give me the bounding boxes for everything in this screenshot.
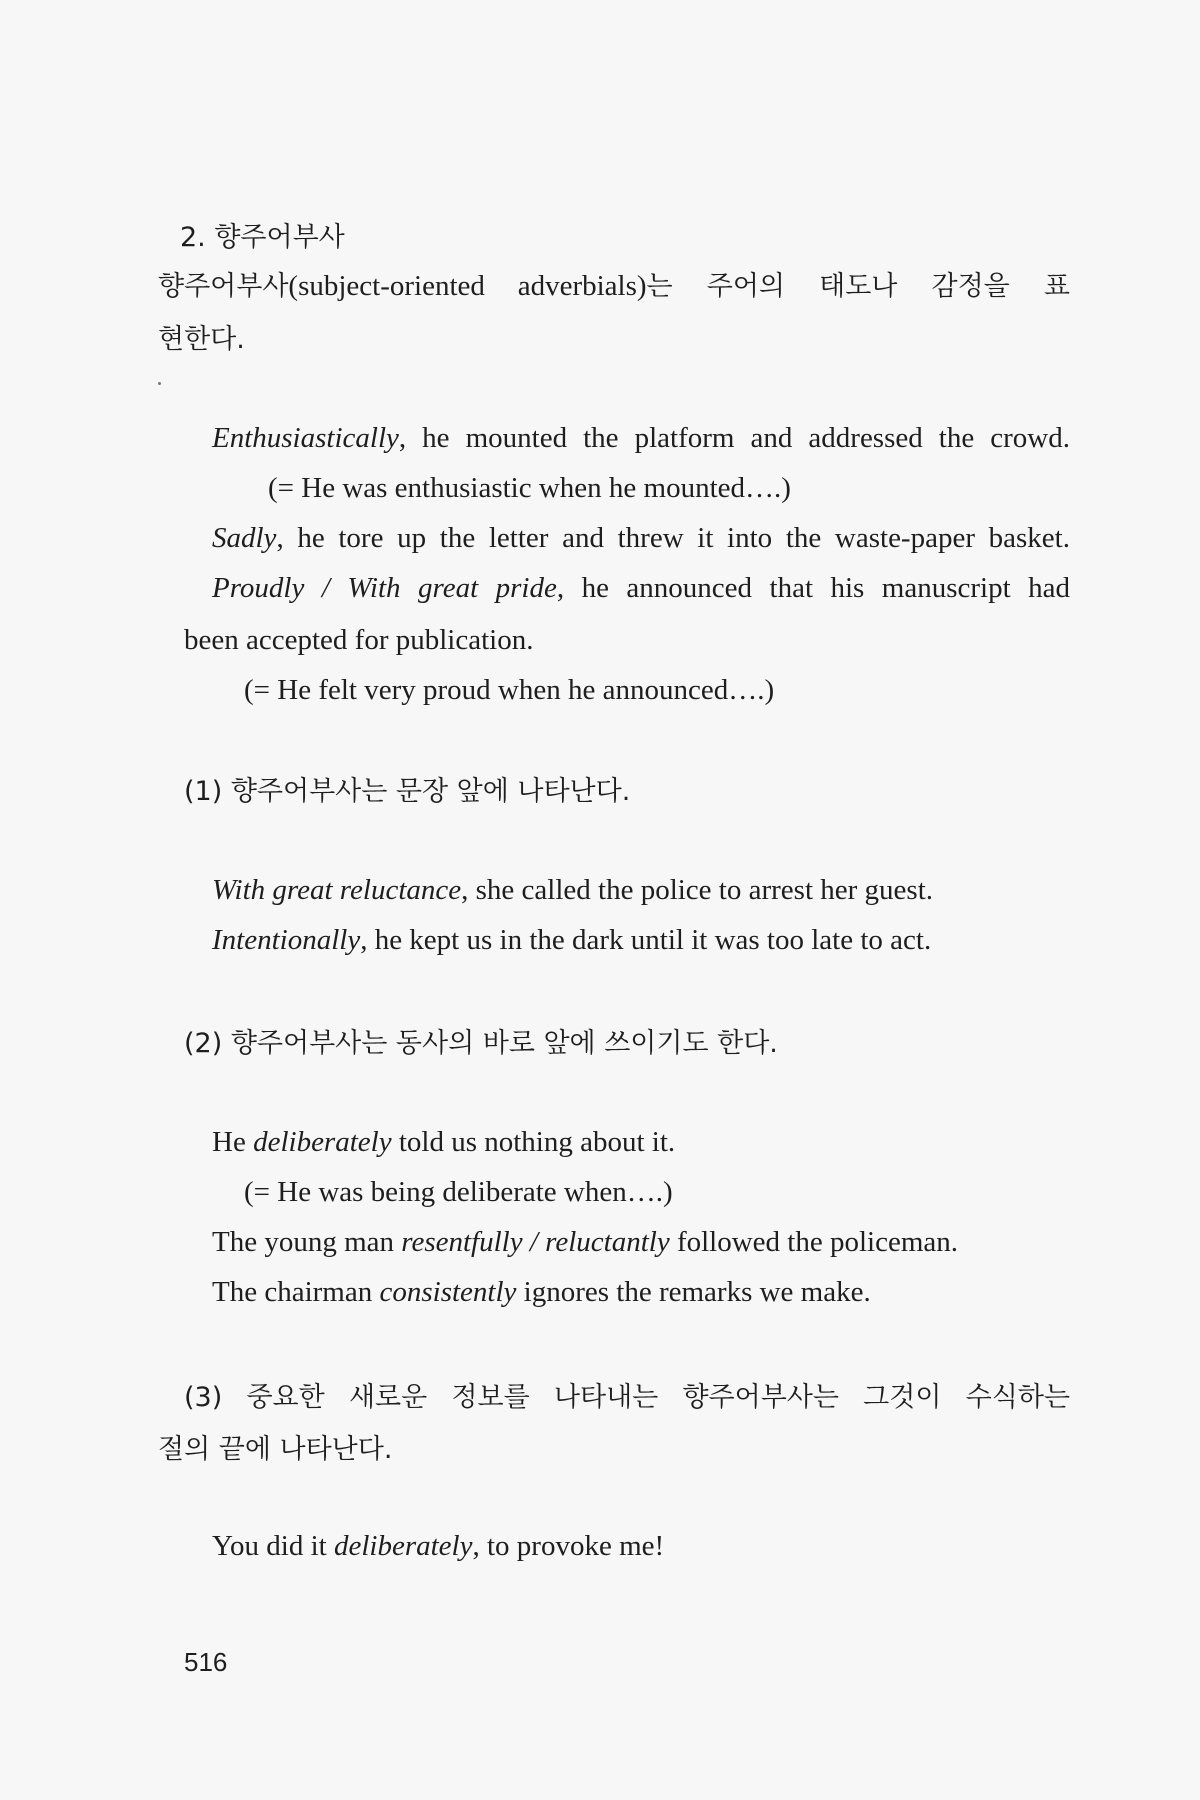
example-adverb: deliberately: [253, 1126, 392, 1158]
example-text: followed the policeman.: [669, 1226, 959, 1258]
page-number: 516: [184, 1647, 228, 1677]
intro-description: 는 주어의 태도나 감정을 표: [646, 271, 1070, 302]
rule-2-example-1: [212, 1124, 675, 1160]
rule-1-example-1: [212, 872, 933, 908]
rule-3-heading-line-2: 절의 끝에 나타난다.: [158, 1434, 393, 1465]
example-text: You did it: [212, 1530, 334, 1562]
rule-2-example-3: [212, 1274, 871, 1310]
example-text: He: [212, 1126, 254, 1158]
example-note: (= He felt very proud when he announced….): [244, 674, 775, 706]
rule-2-example-2: [212, 1224, 958, 1260]
rule-3-heading-line-1: (3) 중요한 새로운 정보를 나타내는 향주어부사는 그것이 수식하는: [184, 1382, 1070, 1413]
intro-term-ko: 향주어부사: [158, 271, 289, 302]
intro-line-1: [158, 268, 1070, 305]
example-adverb: deliberately: [333, 1530, 473, 1562]
example-text: , she called the police to arrest her guest.: [461, 874, 933, 906]
example-text: , to provoke me!: [472, 1530, 665, 1562]
example-text: ignores the remarks we make.: [516, 1276, 871, 1308]
example-text: , he kept us in the dark until it was too late to act.: [360, 924, 932, 956]
example-text: , he mounted the platform and addressed the crowd.: [398, 422, 1070, 454]
rule-3-example-1: [212, 1528, 664, 1564]
intro-term-en: (subject-oriented adverbials): [288, 270, 647, 302]
example-text: told us nothing about it.: [391, 1126, 676, 1158]
example-adverb: Enthusiastically: [212, 422, 399, 454]
example-text: , he announced that his manuscript had: [556, 572, 1070, 604]
intro-line-2: 현한다.: [158, 324, 245, 355]
example-adverb: resentfully / reluctantly: [401, 1226, 670, 1258]
example-adverb: Intentionally: [212, 924, 361, 956]
example-continuation: been accepted for publication.: [184, 624, 534, 656]
example-adverb: Sadly: [212, 522, 277, 554]
example-text: , he tore up the letter and threw it into the waste-paper basket.: [276, 522, 1070, 554]
rule-2-heading: (2) 향주어부사는 동사의 바로 앞에 쓰이기도 한다.: [184, 1028, 778, 1059]
example-text: The chairman: [212, 1276, 380, 1308]
example-adverb: With great reluctance: [212, 874, 462, 906]
example-sadly: [212, 520, 1070, 556]
example-adverb: Proudly / With great pride: [212, 572, 557, 604]
section-heading: 2. 향주어부사: [180, 222, 345, 253]
example-text: The young man: [212, 1226, 402, 1258]
example-proudly: [212, 570, 1070, 606]
scan-speck: [158, 382, 161, 385]
rule-1-example-2: [212, 922, 931, 958]
rule-1-heading: (1) 향주어부사는 문장 앞에 나타난다.: [184, 776, 631, 807]
example-adverb: consistently: [379, 1276, 517, 1308]
example-enthusiastically: [212, 420, 1070, 456]
example-note: (= He was being deliberate when….): [244, 1176, 673, 1208]
example-note: (= He was enthusiastic when he mounted….): [268, 472, 791, 504]
